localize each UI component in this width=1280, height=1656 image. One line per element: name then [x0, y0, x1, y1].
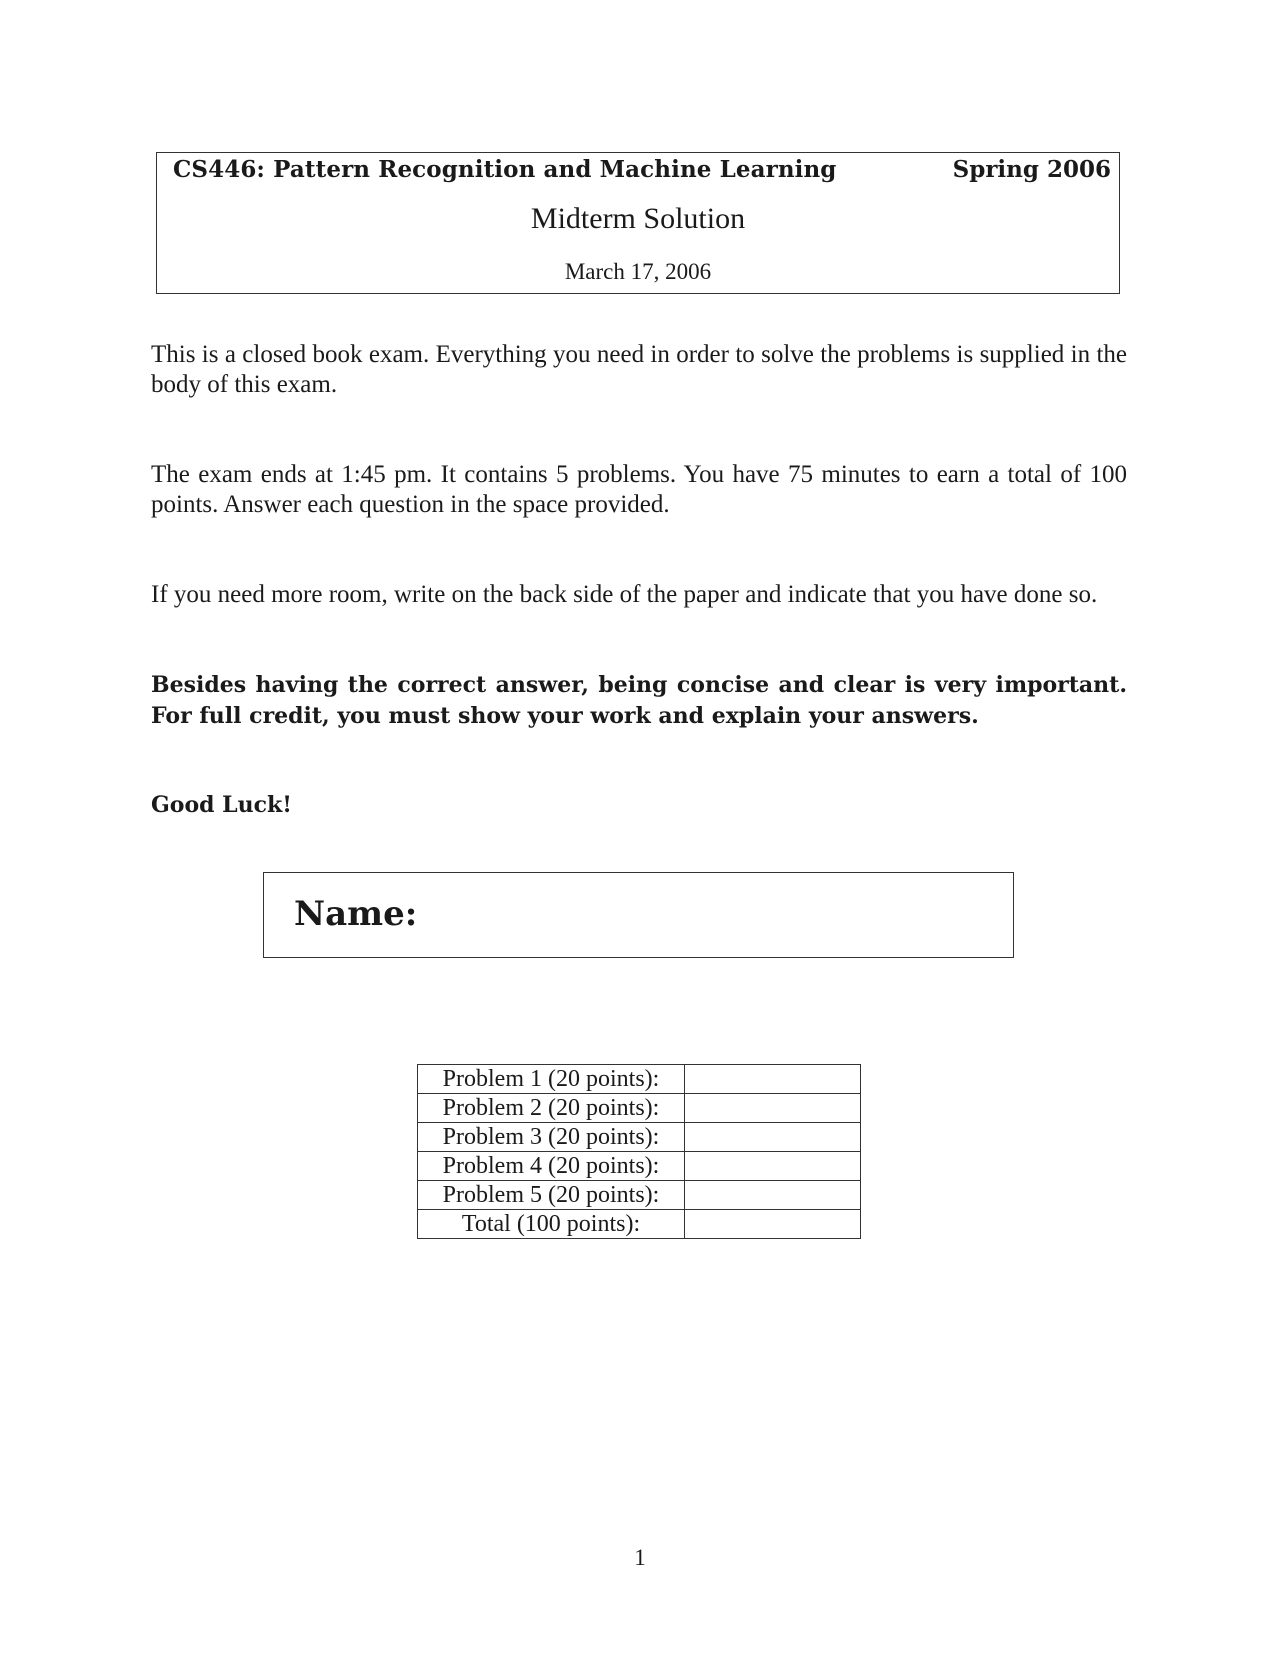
- problem-label: Problem 2 (20 points):: [418, 1094, 685, 1123]
- score-cell[interactable]: [685, 1065, 861, 1094]
- problem-label: Problem 4 (20 points):: [418, 1152, 685, 1181]
- term: Spring 2006: [952, 156, 1111, 183]
- table-row: [418, 1181, 861, 1210]
- instruction-closed-book: This is a closed book exam. Everything you need in order to solve the problems is supplied in the body of this exam.: [151, 341, 1127, 398]
- name-box[interactable]: [263, 872, 1014, 958]
- score-cell[interactable]: [685, 1094, 861, 1123]
- problem-label: Problem 1 (20 points):: [418, 1065, 685, 1094]
- total-score-cell[interactable]: [685, 1210, 861, 1239]
- instruction-time-limit: The exam ends at 1:45 pm. It contains 5 problems. You have 75 minutes to earn a total of 100 points. Answer each question in the space provided.: [151, 461, 1127, 518]
- problem-label: Problem 5 (20 points):: [418, 1181, 685, 1210]
- score-cell[interactable]: [685, 1123, 861, 1152]
- problem-label: Problem 3 (20 points):: [418, 1123, 685, 1152]
- instruction-full-credit: Besides having the correct answer, being concise and clear is very important. For full credit, you must show your work and explain your answers.: [151, 672, 1127, 729]
- name-label: Name:: [294, 894, 418, 934]
- table-row: [418, 1152, 861, 1181]
- header-box: [156, 152, 1120, 294]
- table-row: [418, 1094, 861, 1123]
- score-cell[interactable]: [685, 1181, 861, 1210]
- document-title: Midterm Solution: [530, 202, 746, 235]
- score-cell[interactable]: [685, 1152, 861, 1181]
- table-row: [418, 1210, 861, 1239]
- course-title: CS446: Pattern Recognition and Machine Learning: [173, 156, 837, 183]
- total-label: Total (100 points):: [418, 1210, 685, 1239]
- instruction-more-room: If you need more room, write on the back side of the paper and indicate that you have done so.: [151, 581, 1098, 608]
- document-date: March 17, 2006: [564, 259, 712, 284]
- table-row: [418, 1065, 861, 1094]
- score-table: [417, 1064, 861, 1239]
- table-row: [418, 1123, 861, 1152]
- good-luck: Good Luck!: [151, 792, 292, 818]
- page-number: 1: [634, 1545, 646, 1570]
